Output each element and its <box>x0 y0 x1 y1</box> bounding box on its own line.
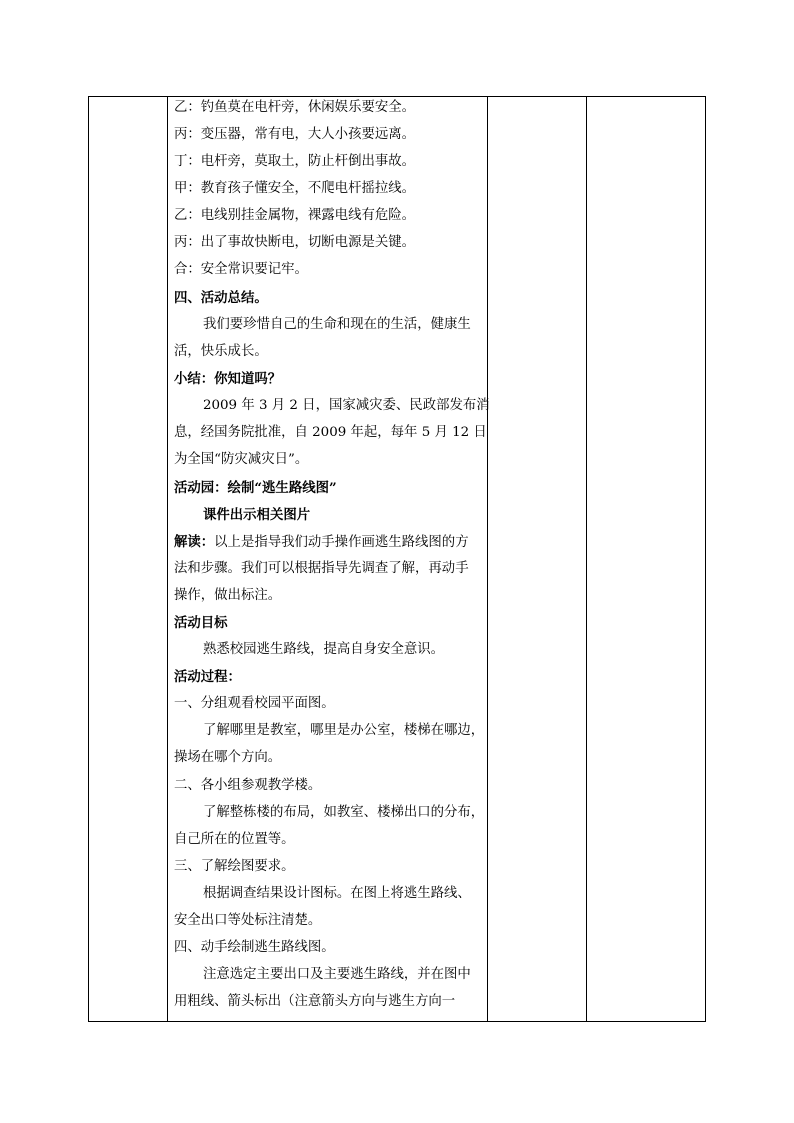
text-line: 丙：出了事故快断电，切断电源是关键。 <box>174 235 416 250</box>
paragraph-line: 为全国“防灾减灾日”。 <box>174 452 309 467</box>
paragraph-line: 用粗线、箭头标出（注意箭头方向与逃生方向一 <box>174 994 456 1009</box>
paragraph-line <box>174 532 469 552</box>
text-line: 乙：钓鱼莫在电杆旁，休闲娱乐要安全。 <box>174 100 416 115</box>
text-line: 合：安全常识要记牢。 <box>174 262 308 277</box>
section-heading: 活动目标 <box>174 615 228 631</box>
column-divider <box>586 97 587 1021</box>
text-line: 甲：教育孩子懂安全，不爬电杆摇拉线。 <box>174 181 416 196</box>
paragraph-line: 注意选定主要出口及主要逃生路线，并在图中 <box>203 967 471 982</box>
section-heading: 课件出示相关图片 <box>203 507 311 523</box>
paragraph-line: 活，快乐成长。 <box>174 344 268 359</box>
paragraph-line: 操场在哪个方向。 <box>174 750 282 765</box>
section-heading: 活动园：绘制“逃生路线图” <box>174 480 337 496</box>
column-divider <box>487 97 488 1021</box>
text-line: 一、分组观看校园平面图。 <box>174 696 335 711</box>
text-line: 四、动手绘制逃生路线图。 <box>174 940 335 955</box>
paragraph-line: 根据调查结果设计图标。在图上将逃生路线、 <box>203 886 471 901</box>
section-heading: 活动过程： <box>174 669 241 685</box>
section-heading: 小结：你知道吗？ <box>174 371 282 387</box>
paragraph-line: 了解整栋楼的布局，如教室、楼梯出口的分布， <box>203 805 485 820</box>
paragraph-line: 自己所在的位置等。 <box>174 832 295 847</box>
paragraph-line: 我们要珍惜自己的生命和现在的生活，健康生 <box>203 317 471 332</box>
text-line: 丁：电杆旁，莫取土，防止杆倒出事故。 <box>174 154 416 169</box>
text-line: 乙：电线别挂金属物，裸露电线有危险。 <box>174 208 416 223</box>
paragraph-line: 了解哪里是教室，哪里是办公室，楼梯在哪边， <box>203 723 485 738</box>
paragraph-line: 操作，做出标注。 <box>174 588 282 603</box>
text-line: 三、了解绘图要求。 <box>174 859 295 874</box>
column-divider <box>167 97 168 1021</box>
text-line: 丙：变压器，常有电，大人小孩要远离。 <box>174 127 416 142</box>
paragraph-line: 熟悉校园逃生路线，提高自身安全意识。 <box>203 642 445 657</box>
jiedu-text: 以上是指导我们动手操作画逃生路线图的方 <box>214 535 469 550</box>
paragraph-line: 法和步骤。我们可以根据指导先调查了解，再动手 <box>174 561 469 576</box>
text-line: 二、各小组参观教学楼。 <box>174 778 322 793</box>
paragraph-line: 2009 年 3 月 2 日，国家减灾委、民政部发布消 <box>203 398 490 413</box>
lesson-table <box>88 96 706 1022</box>
paragraph-line: 息，经国务院批准，自 2009 年起，每年 5 月 12 日 <box>174 425 487 440</box>
section-heading: 四、活动总结。 <box>174 290 268 306</box>
jiedu-label: 解读： <box>174 534 215 550</box>
paragraph-line: 安全出口等处标注清楚。 <box>174 913 322 928</box>
